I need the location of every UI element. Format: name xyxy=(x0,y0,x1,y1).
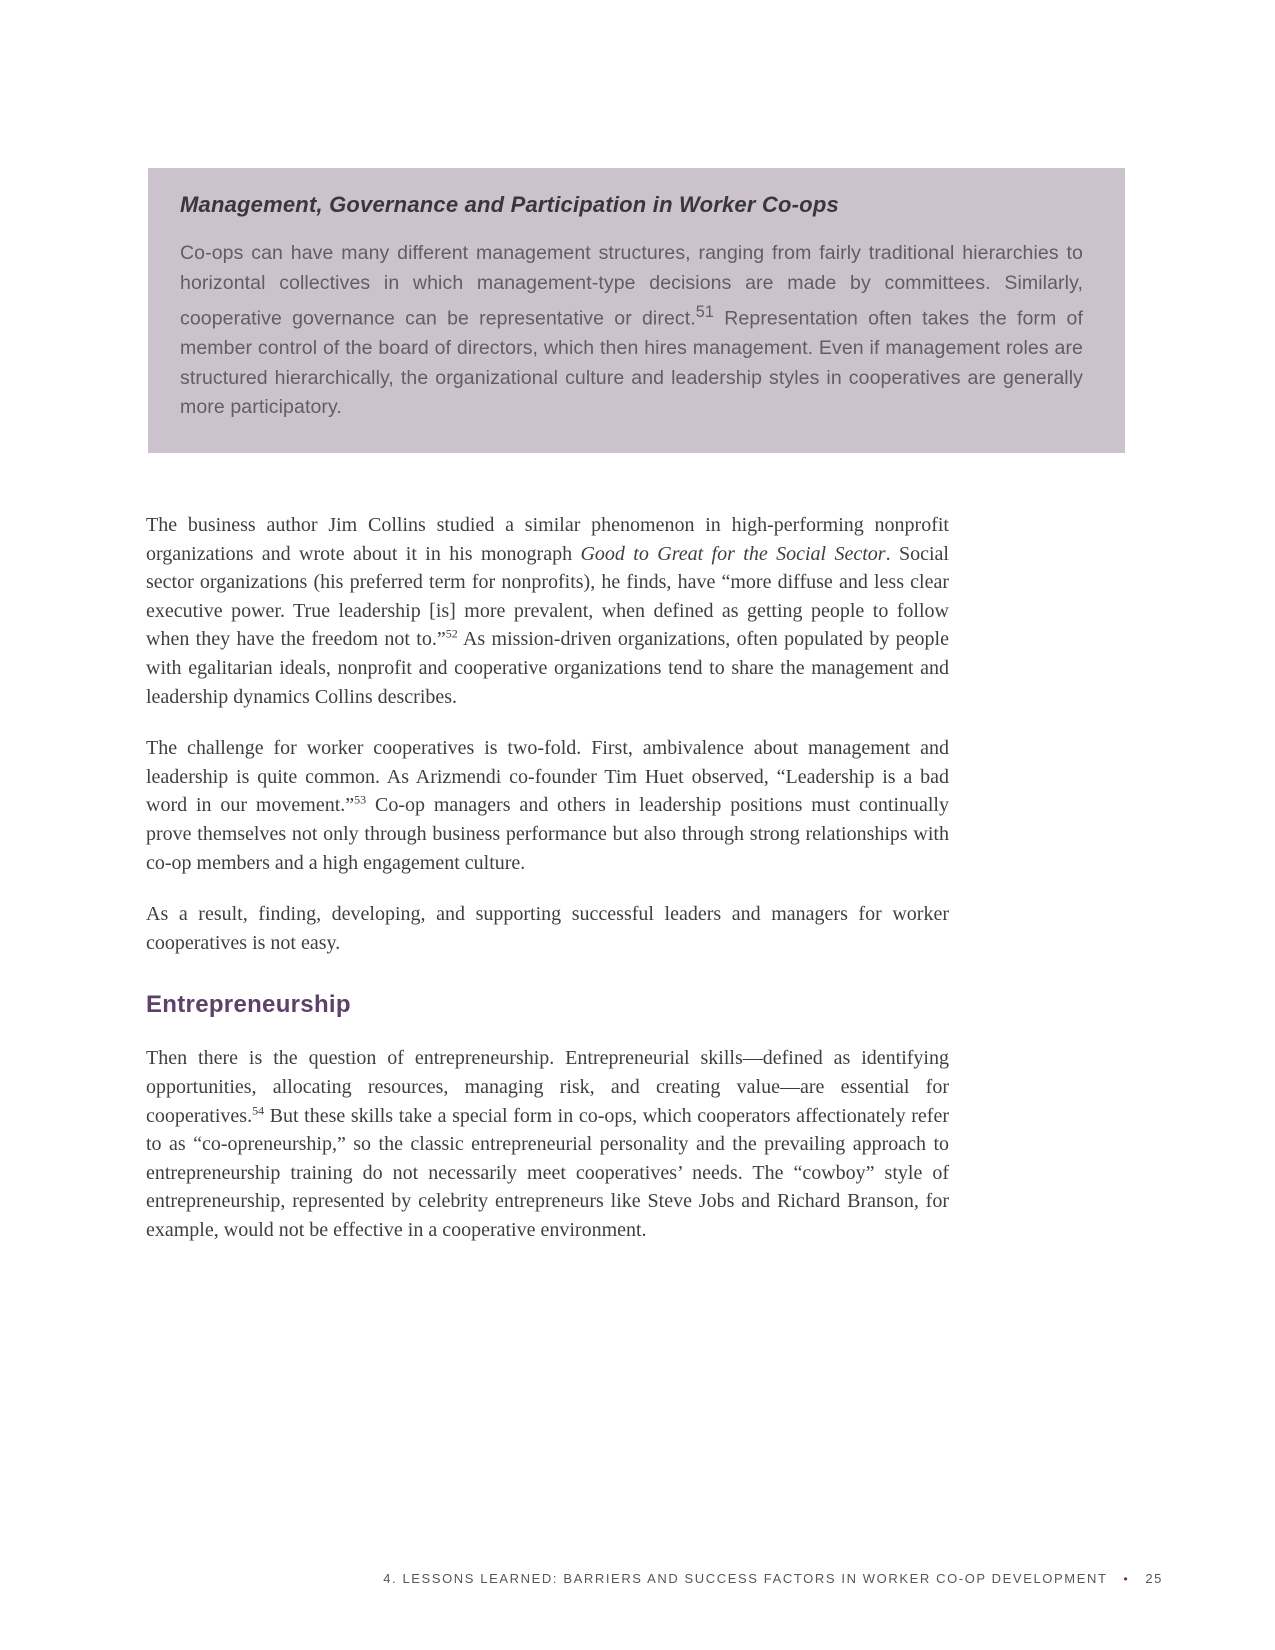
paragraph-entrepreneurship: Then there is the question of entrepreneurship. Entrepreneurial skills—defined as identifying opportunities, allocating resources, managing risk, and creating value—are essential for cooperatives.$^{54}$ But these skills take a special form in co-ops, which cooperators affectionately refer to as “co-opreneurship,” so the classic entrepreneurial personality and the prevailing approach to entrepreneurship training do not necessarily meet cooperatives’ needs. The “cowboy” style of entrepreneurship, represented by celebrity entrepreneurs like Steve Jobs and Richard Branson, for example, would not be effective in a cooperative environment. xyxy=(146,1047,949,1241)
page-footer xyxy=(383,1571,1163,1586)
footer-page-number: 25 xyxy=(1145,1571,1163,1586)
footer-bullet-separator: • xyxy=(1123,1571,1130,1586)
callout-title: Management, Governance and Participation in Worker Co-ops xyxy=(180,192,839,217)
paragraph-challenge: The challenge for worker cooperatives is two-fold. First, ambivalence about management and leadership is quite common. As Arizmendi co-founder Tim Huet observed, “Leadership is a bad word in our movement.”$^{53}$ Co-op managers and others in leadership positions must continually prove themselves not only through business performance but also through strong relationships with co-op members and a high engagement culture. xyxy=(146,737,949,874)
section-heading-entrepreneurship: Entrepreneurship xyxy=(146,991,351,1019)
paragraph-jim-collins: The business author Jim Collins studied a similar phenomenon in high-performing nonprofit organizations and wrote about it in his monograph Good to Great for the Social Sector. Social sector organizations (his preferred term for nonprofits), he finds, have “more diffuse and less clear executive power. True leadership [is] more prevalent, when defined as getting people to follow when they have the freedom not to.”$^{52}$ As mission-driven organizations, often populated by people with egalitarian ideals, nonprofit and cooperative organizations tend to share the management and leadership dynamics Collins describes. xyxy=(146,514,949,708)
paragraph-as-a-result: As a result, finding, developing, and supporting successful leaders and managers for worker cooperatives is not easy. xyxy=(146,903,949,954)
callout-box xyxy=(148,168,1125,453)
footer-section-label: 4. LESSONS LEARNED: BARRIERS AND SUCCESS FACTORS IN WORKER CO-OP DEVELOPMENT xyxy=(383,1571,1108,1586)
article-body xyxy=(146,511,949,1267)
callout-body: Co-ops can have many different management structures, ranging from fairly traditional hierarchies to horizontal collectives in which management-type decisions are made by committees. Similarly, cooperative governance can be representative or direct.$^{51}$ Representation often takes the form of member control of the board of directors, which then hires management. Even if management roles are structured hierarchically, the organizational culture and leadership styles in cooperatives are generally more participatory. xyxy=(180,242,1083,418)
